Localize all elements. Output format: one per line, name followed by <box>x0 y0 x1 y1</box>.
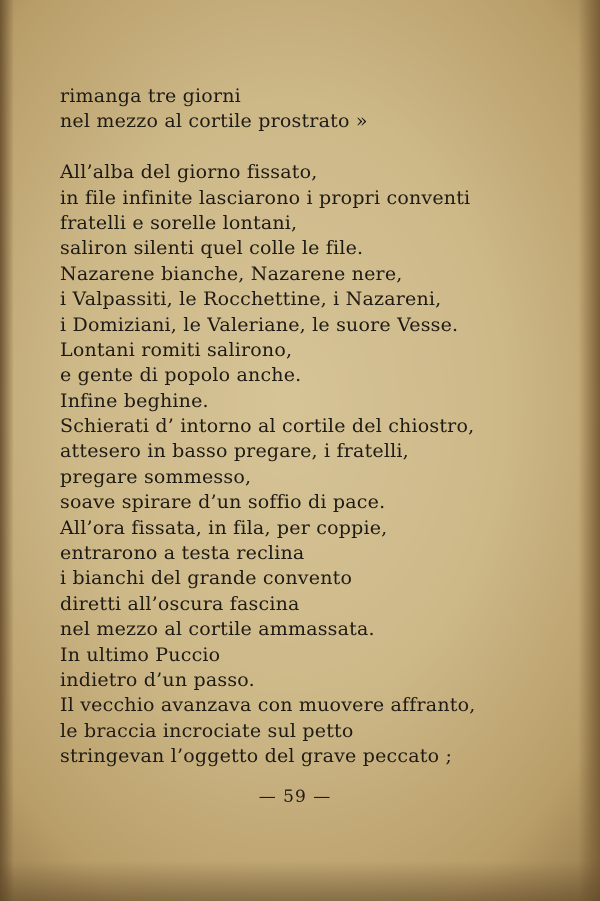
poem-line: Infine beghine. <box>60 389 209 412</box>
poem-line: fratelli e sorelle lontani, <box>60 211 298 234</box>
poem-line: Nazarene bianche, Nazarene nere, <box>60 262 403 285</box>
poem-line: rimanga tre giorni <box>60 85 241 107</box>
poem-line: saliron silenti quel colle le file. <box>60 237 364 260</box>
page-shadow-left <box>0 0 14 901</box>
poem-line: In ultimo Puccio <box>60 643 221 666</box>
poem-line: diretti all’oscura fascina <box>60 592 300 615</box>
page-number: — 59 — <box>258 787 332 807</box>
poem-line: entrarono a testa reclina <box>60 542 305 565</box>
poem-line: nel mezzo al cortile ammassata. <box>60 618 375 641</box>
poem-line: in file infinite lasciarono i propri conventi <box>60 186 471 209</box>
poem-line: le braccia incrociate sul petto <box>60 719 354 742</box>
poem-line: pregare sommesso, <box>60 465 252 488</box>
page-shadow-bottom <box>0 861 600 901</box>
poem-line: stringevan l’oggetto del grave peccato ; <box>60 745 453 768</box>
poem-line: attesero in basso pregare, i fratelli, <box>60 440 409 463</box>
poem-line: i Domiziani, le Valeriane, le suore Vesse. <box>60 313 459 336</box>
poem-line: nel mezzo al cortile prostrato » <box>60 110 368 133</box>
stanza-break <box>60 135 560 160</box>
poem-line: All’alba del giorno fissato, <box>60 161 318 184</box>
poem-line: i bianchi del grande convento <box>60 567 353 590</box>
poem-line: soave spirare d’un soffio di pace. <box>60 491 386 514</box>
poem-line: Schierati d’ intorno al cortile del chiostro, <box>60 415 475 438</box>
poem-line: Il vecchio avanzava con muovere affranto, <box>60 694 476 717</box>
poem-line: indietro d’un passo. <box>60 668 255 691</box>
poem-line: Lontani romiti salirono, <box>60 338 293 361</box>
page-shadow-right <box>578 0 600 901</box>
poem-line: All’ora fissata, in fila, per coppie, <box>60 516 388 539</box>
poem-text <box>60 84 560 770</box>
poem-line: e gente di popolo anche. <box>60 364 302 387</box>
poem-line: i Valpassiti, le Rocchettine, i Nazareni, <box>60 288 442 311</box>
